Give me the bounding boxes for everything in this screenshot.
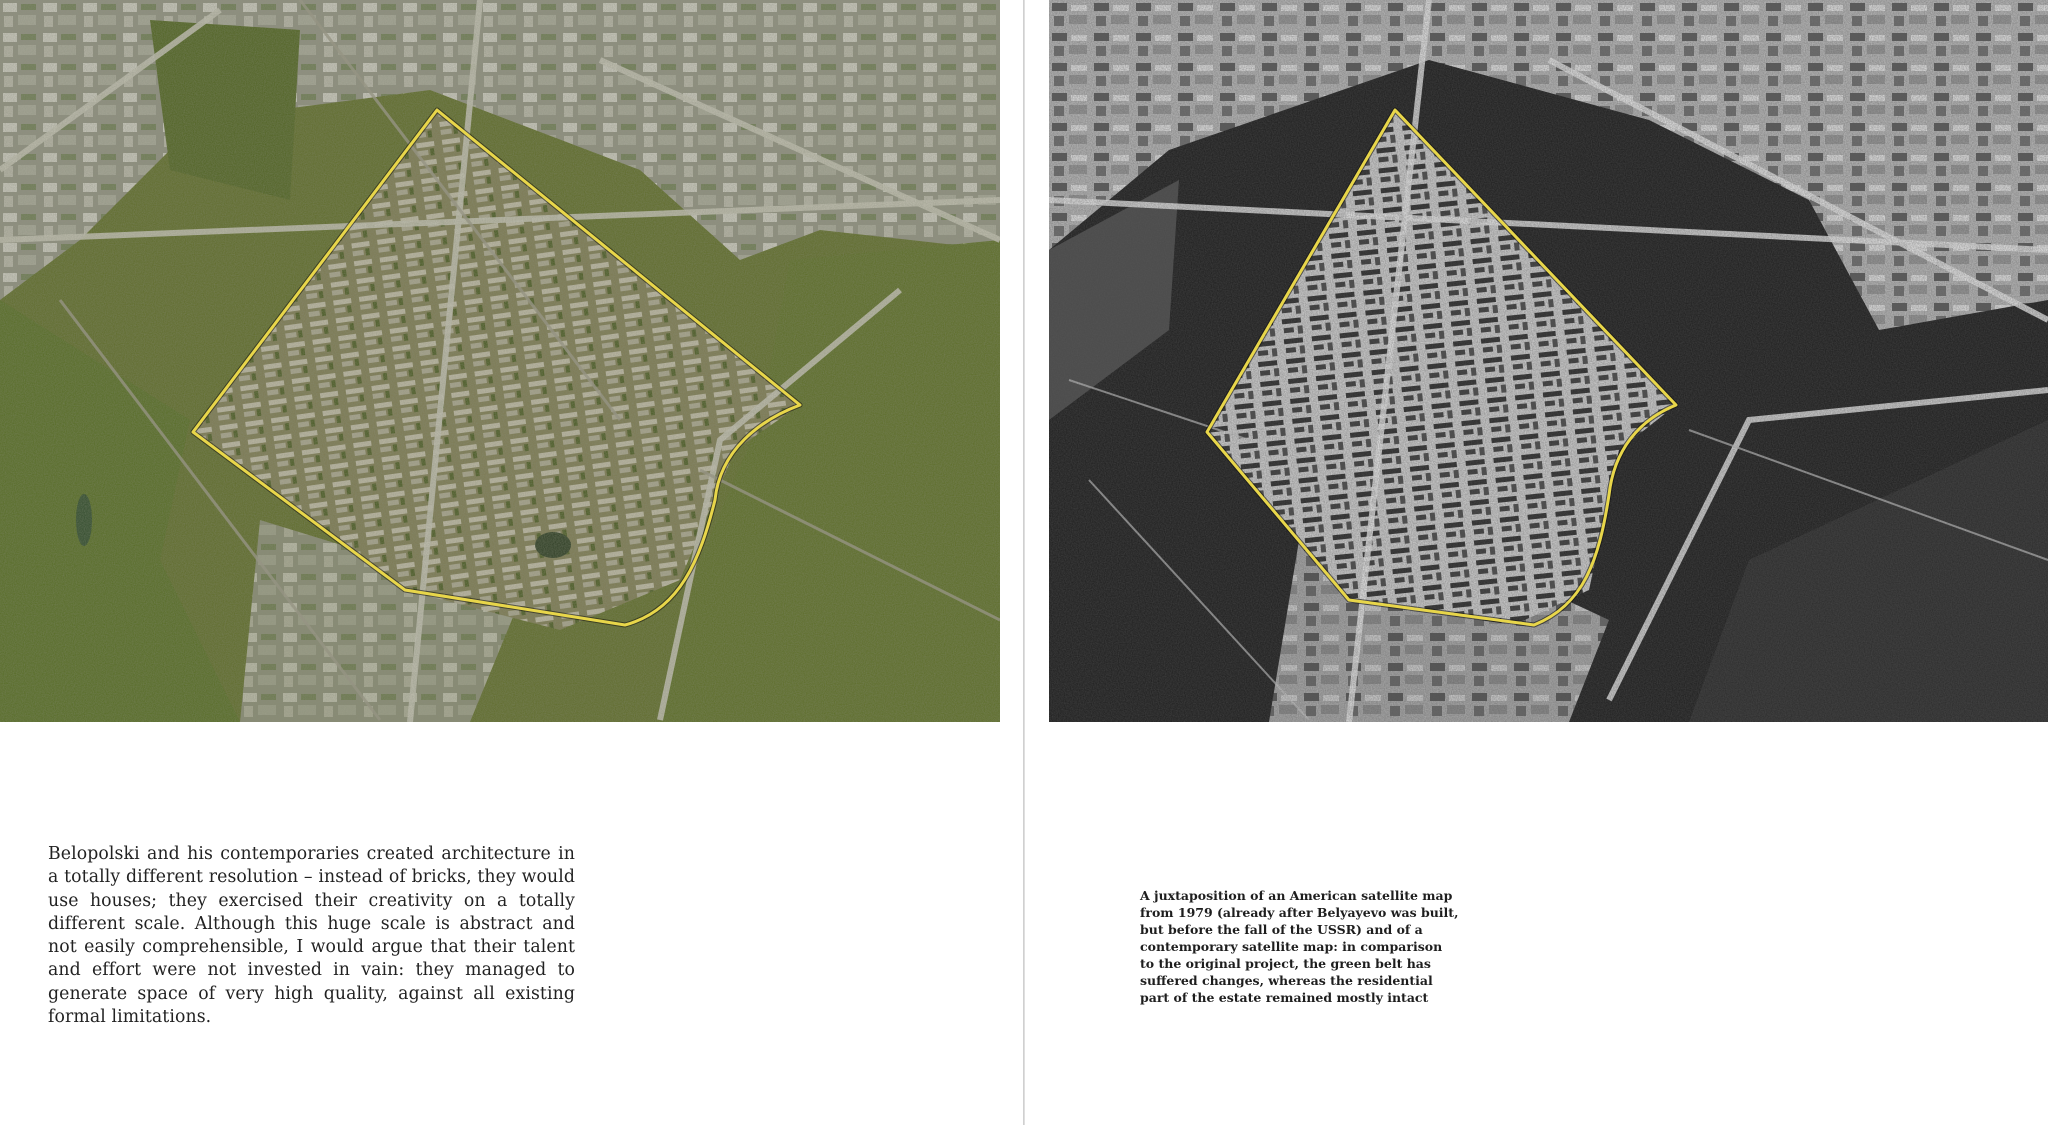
bw-satellite-map-1979: [1049, 0, 2048, 722]
body-paragraph: Belopolski and his contemporaries created architecture in a totally different resolution – instead of bricks, they would use houses; they exercised their creativity on a totally different scale. Although this huge scale is abstract and not easily comprehensible, I would argue that their talent and effort were not invested in vain: they managed to generate space of very high quality, against all existing formal limitations.: [48, 844, 575, 1028]
color-satellite-map-image: [0, 0, 1000, 722]
color-satellite-map: [0, 0, 1000, 722]
figure-caption: A juxtaposition of an American satellite map from 1979 (already after Belyayevo was built, but before the fall of the USSR) and of a contemporary satellite map: in comparison to the original project, the green belt has suffered changes, whereas the residential part of the estate remained mostly intact: [1140, 888, 1459, 1005]
book-gutter: [1023, 0, 1025, 1125]
bw-satellite-map-image: [1049, 0, 2048, 722]
